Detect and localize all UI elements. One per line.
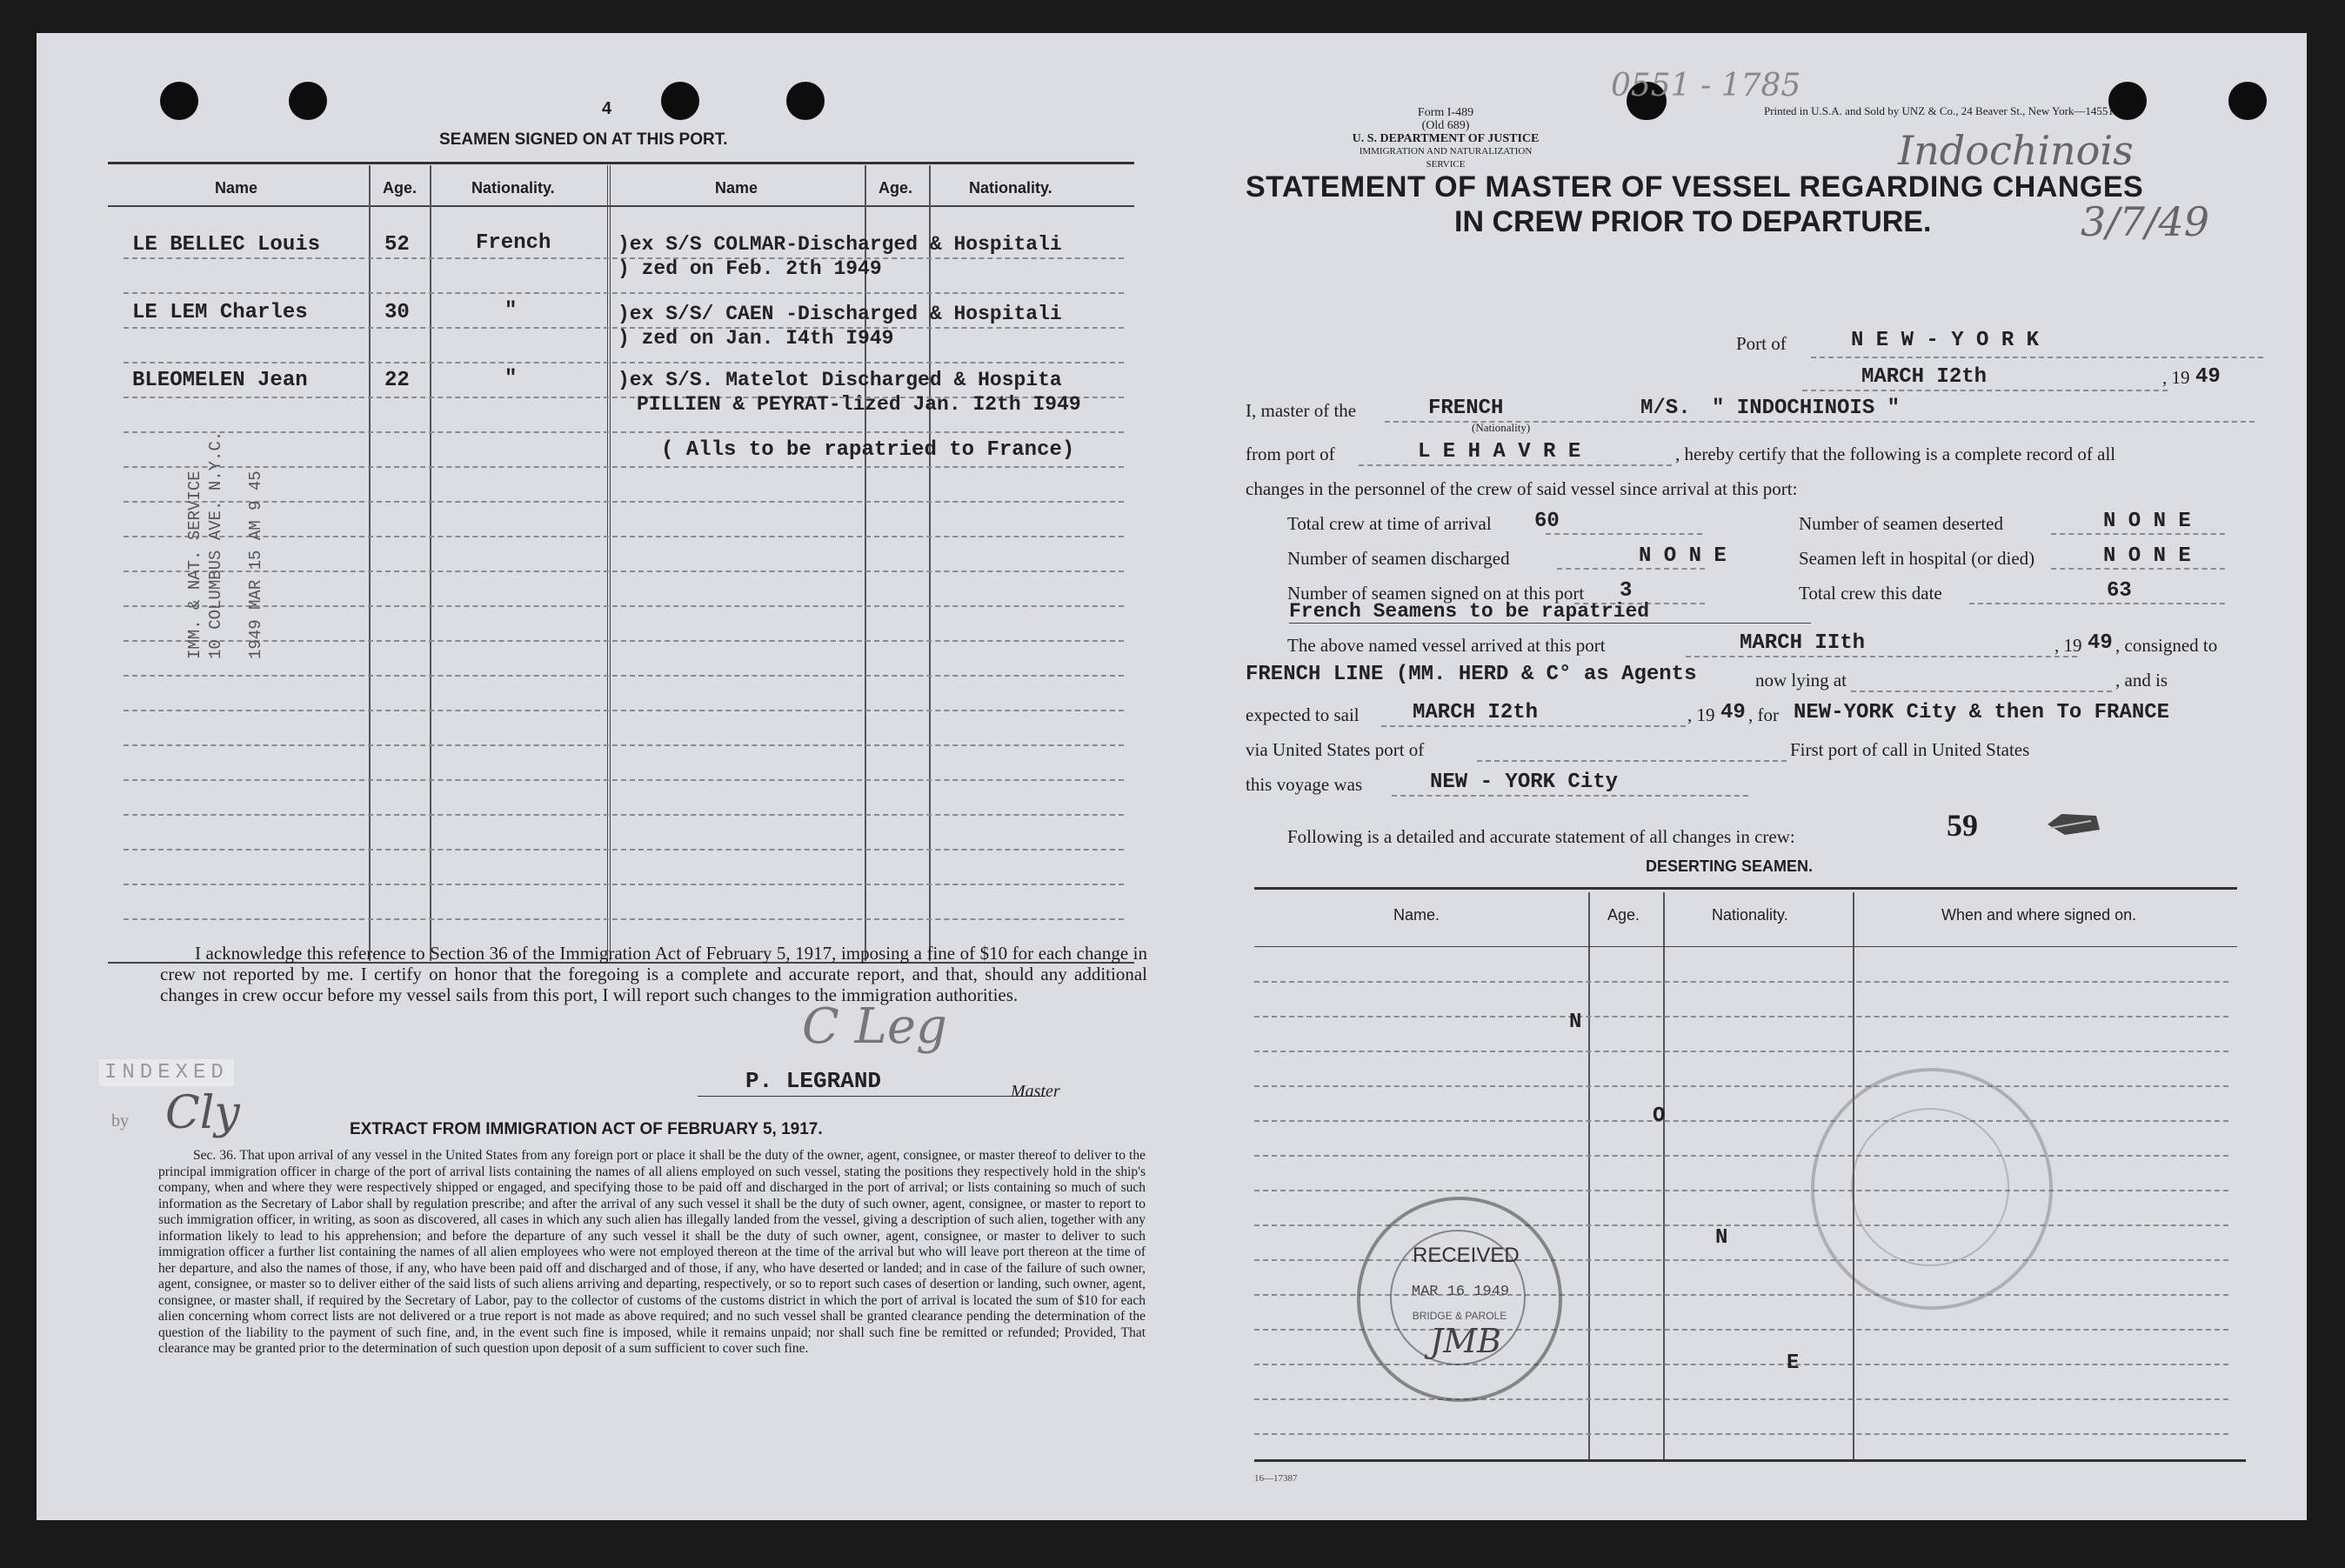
header-nationality: Nationality. (471, 179, 555, 197)
row-rule (124, 710, 1124, 711)
form-title-line-2: IN CREW PRIOR TO DEPARTURE. (1454, 205, 1932, 238)
voyage-label: this voyage was (1246, 774, 1363, 795)
column-divider (607, 165, 611, 961)
repatriate-note: ( Alls to be rapatried to France) (661, 438, 1075, 462)
deserting-header-signed-on: When and where signed on. (1941, 906, 2137, 924)
none-letter-n-2: N (1715, 1226, 1728, 1250)
deserting-header-rule (1254, 946, 2237, 947)
row1-note-2: ) zed on Feb. 2th 1949 (618, 257, 882, 280)
arrived-label: The above named vessel arrived at this port (1287, 635, 1606, 656)
for-value: NEW-YORK City & then To FRANCE (1794, 701, 2170, 724)
left-page (37, 33, 1176, 1520)
row1-nationality: French (476, 231, 551, 255)
form-header (1350, 106, 1541, 171)
punch-hole (289, 82, 327, 120)
master-label: Master (1011, 1082, 1060, 1101)
consigned-to-label: , consigned to (2115, 635, 2218, 656)
row1-name: LE BELLEC Louis (132, 233, 321, 257)
department: U. S. DEPARTMENT OF JUSTICE (1352, 132, 1540, 145)
file-number: 0551 - 1785 (1611, 68, 1801, 103)
year-prefix: , 19 (2162, 367, 2190, 388)
arrived-value: MARCH IIth (1740, 631, 1866, 655)
vessel-name: " INDOCHINOIS " (1712, 397, 1901, 420)
printer-credit: Printed in U.S.A. and Sold by UNZ & Co., 24 Beaver St., New York—14551 (1764, 104, 2114, 117)
section-36-text: Sec. 36. That upon arrival of any vessel in the United States from any foreign port or place it shall be the duty of the owner, agent, consignee, or master thereof to deliver to the principal immigration officer in charge of the port of arrival lists containing the names of all aliens employed on such vessel, stating the positions they respectively hold in the ship's company, when and where they were respectively shipped or engaged, and specifying those to be paid off and discharged in the port of arrival; or lists containing so much of such information as the Secretary of Labor shall by regulation prescribe; and after the arrival of any such vessel it shall be the duty of such owner, agent, consignee, or master to report to such immigration officer, in writing, as soon as discovered, all cases in which any such alien has illegally landed from the vessel, giving a description of such alien, together with any information likely to lead to his apprehension; and before the departure of any such vessel it shall be the duty of such owner, agent, consignee, or master to deliver to such immigration officer a further list containing the names of all alien employees who were not employed thereon at the time of the arrival but who will leave port thereon at the time of her departure, and also the names of those, if any, who have been paid off and discharged and of those, if any, who have deserted or landed; and in case of the failure of such owner, agent, consignee, or master so to deliver either of the said lists of such aliens arriving and departing, respectively, or so to report such cases of desertion or landing, such owner, agent, consignee, or master shall, if required by the Secretary of Labor, pay to the collector of customs of the customs district in which the port of arrival is located the sum of $10 for each alien concerning whom correct lists are not delivered or a true report is not made as above required; and no such vessel shall be granted clearance pending the determination of the question of the liability to the payment of such fine, and, in the event such fine is imposed, while it remains unpaid; nor shall such fine be remitted or refunded; Provided, That clearance may be granted prior to the determination of such question upon deposit of a sum sufficient to cover such fine. (158, 1148, 1146, 1356)
none-letter-e: E (1787, 1351, 1800, 1375)
first-port-label: First port of call in United States (1790, 739, 2030, 760)
row2-nationality: " (504, 299, 518, 323)
deserted-label: Number of seamen deserted (1799, 513, 2003, 534)
received-date: MAR 16 1949 (1411, 1284, 1510, 1300)
voyage-value: NEW - YORK City (1430, 771, 1619, 794)
field-rule (1385, 421, 2255, 423)
row-rule (124, 814, 1124, 816)
received-initials: JMB (1430, 1322, 1502, 1360)
row3-nationality: " (504, 367, 518, 390)
column-divider (929, 165, 931, 961)
arrived-year: 49 (2088, 631, 2113, 655)
row-rule (1254, 1085, 2228, 1087)
row3-age: 22 (384, 369, 410, 392)
field-rule (1381, 725, 1686, 727)
right-page (1176, 33, 2307, 1520)
column-divider (865, 165, 866, 961)
row2-note-1: )ex S/S/ CAEN -Discharged & Hospitali (618, 303, 1062, 325)
row-rule (1254, 1120, 2228, 1122)
total-crew-date-label: Total crew this date (1799, 583, 1942, 604)
row-rule (124, 640, 1124, 642)
row-rule (124, 849, 1124, 851)
from-port-label: from port of (1246, 444, 1335, 464)
column-divider (1588, 892, 1590, 1459)
clip-mark-icon (2044, 809, 2105, 838)
row-rule (124, 431, 1124, 433)
date-value: MARCH I2th (1861, 365, 1988, 389)
typed-note-underline (1289, 623, 1811, 624)
row-rule (124, 675, 1124, 677)
total-crew-date-value: 63 (2107, 579, 2132, 603)
row-rule (124, 536, 1124, 537)
field-rule (1969, 603, 2225, 604)
header-age: Age. (383, 179, 418, 197)
side-stamp-line: IMM. & NAT. SERVICE (185, 470, 204, 659)
and-is-label: , and is (2115, 670, 2168, 691)
received-office: BRIDGE & PAROLE (1412, 1310, 1507, 1322)
arrived-year-prefix: , 19 (2054, 635, 2082, 656)
side-stamp-line: 10 COLUMBUS AVE. N.Y.C. (206, 430, 225, 659)
port-label: Port of (1736, 333, 1787, 354)
punch-hole (661, 82, 699, 120)
deserted-value: N O N E (2103, 510, 2191, 533)
deserting-table-bottom (1254, 1459, 2246, 1462)
signed-on-label: Number of seamen signed on at this port (1287, 583, 1585, 604)
row-rule (124, 918, 1124, 920)
field-rule (1686, 656, 2077, 657)
acknowledgement-text: I acknowledge this reference to Section 36 of the Immigration Act of February 5, 1917, imposing a fine of $10 for each change in crew not reported by me. I certify on honor that the foregoing is a complete and accurate report, and that, should any additional changes in crew occur before my vessel sails from this port, I will report such changes to the immigration authorities. (160, 943, 1147, 1005)
field-rule (2051, 568, 2225, 570)
header-name: Name (215, 179, 258, 197)
deserting-table-top (1254, 887, 2237, 890)
table-header-rule (108, 205, 1134, 207)
field-rule (2051, 533, 2225, 535)
deserting-header-age: Age. (1607, 906, 1640, 924)
row-rule (1254, 1190, 2228, 1191)
row-rule (1254, 1051, 2228, 1052)
row2-age: 30 (384, 301, 410, 324)
row-rule (124, 362, 1124, 364)
row3-note-2: PILLIEN & PEYRAT-lized Jan. I2th I949 (637, 393, 1081, 416)
expected-year-prefix: , 19 (1687, 704, 1715, 725)
master-signature: C Leg (802, 998, 947, 1055)
row2-name: LE LEM Charles (132, 301, 308, 324)
changes-count: 59 (1947, 808, 1978, 843)
row-rule (124, 292, 1124, 294)
hospital-label: Seamen left in hospital (or died) (1799, 548, 2035, 569)
column-divider (369, 165, 371, 961)
none-letter-o: O (1653, 1104, 1666, 1128)
nationality-caption: (Nationality) (1472, 421, 1531, 434)
row3-name: BLEOMELEN Jean (132, 369, 308, 392)
form-number: Form I-489 (1417, 106, 1474, 119)
signed-on-value: 3 (1620, 579, 1633, 603)
row-rule (1254, 1433, 2228, 1435)
indexed-stamp: INDEXED (99, 1059, 234, 1086)
field-rule (1359, 464, 1672, 466)
master-of-the-label: I, master of the (1246, 400, 1357, 421)
row-rule (1254, 1155, 2228, 1157)
side-stamp-date: 1949 MAR 15 AM 9 45 (246, 470, 265, 659)
total-crew-arrival-value: 60 (1534, 510, 1560, 533)
signature-line (698, 1096, 1046, 1097)
deserting-title: DESERTING SEAMEN. (1646, 857, 1814, 875)
punch-hole (160, 82, 198, 120)
punch-hole (786, 82, 825, 120)
following-text: Following is a detailed and accurate statement of all changes in crew: (1287, 826, 1795, 847)
clip-mark (2044, 809, 2105, 838)
row2-note-2: ) zed on Jan. I4th I949 (618, 327, 894, 350)
field-rule (1477, 760, 1787, 762)
changes-text: changes in the personnel of the crew of said vessel since arrival at this port: (1246, 478, 1798, 499)
table-top-rule (108, 162, 1134, 164)
faint-clock-stamp (1811, 1068, 2053, 1310)
signer-name: P. LEGRAND (745, 1068, 882, 1094)
hospital-value: N O N E (2103, 544, 2191, 568)
expected-year: 49 (1720, 701, 1746, 724)
via-label: via United States port of (1246, 739, 1425, 760)
expected-value: MARCH I2th (1413, 701, 1539, 724)
row1-note-1: )ex S/S COLMAR-Discharged & Hospitali (618, 233, 1062, 256)
none-letter-n: N (1569, 1011, 1582, 1034)
indexed-initials: Cly (165, 1087, 240, 1139)
field-rule (1557, 568, 1705, 570)
row-rule (1254, 981, 2228, 983)
field-rule (1811, 357, 2263, 358)
row-rule (124, 466, 1124, 468)
handwritten-ship-name: Indochinois (1898, 127, 2134, 174)
header-nationality-2: Nationality. (969, 179, 1052, 197)
row-rule (1254, 1016, 2228, 1018)
deserting-header-nationality: Nationality. (1712, 906, 1788, 924)
certify-text: , hereby certify that the following is a complete record of all (1675, 444, 2116, 464)
discharged-label: Number of seamen discharged (1287, 548, 1510, 569)
for-label: , for (1748, 704, 1779, 725)
row-rule (124, 501, 1124, 503)
service: IMMIGRATION AND NATURALIZATION SERVICE (1359, 146, 1533, 170)
field-rule (1802, 390, 2168, 391)
row3-note-1: )ex S/S. Matelot Discharged & Hospita (618, 369, 1062, 391)
deserting-header-name: Name. (1393, 906, 1440, 924)
expected-label: expected to sail (1246, 704, 1360, 725)
typed-note: French Seamens to be rapatried (1289, 600, 1650, 623)
indexed-by-label: by (111, 1111, 129, 1131)
row-rule (124, 884, 1124, 885)
field-rule (1392, 795, 1748, 797)
section-title: SEAMEN SIGNED ON AT THIS PORT. (439, 130, 728, 149)
nationality-value: FRENCH (1428, 397, 1504, 420)
form-old-number: (Old 689) (1421, 119, 1470, 132)
year-value: 49 (2195, 365, 2221, 389)
ms-label: M/S. (1640, 397, 1691, 420)
punch-hole (2108, 82, 2147, 120)
row-rule (124, 744, 1124, 746)
field-rule (1546, 533, 1702, 535)
row-rule (124, 779, 1124, 781)
header-age-2: Age. (879, 179, 913, 197)
extract-title: EXTRACT FROM IMMIGRATION ACT OF FEBRUARY 5, 1917. (350, 1120, 823, 1138)
row-rule (1254, 1398, 2228, 1400)
arrival-side-stamp (184, 431, 266, 659)
row1-age: 52 (384, 233, 410, 257)
total-crew-arrival-label: Total crew at time of arrival (1287, 513, 1492, 534)
column-divider (430, 165, 431, 961)
agent-value: FRENCH LINE (MM. HERD & C° as Agents (1246, 663, 1697, 686)
row-rule (124, 570, 1124, 572)
received-label: RECEIVED (1413, 1244, 1520, 1267)
page-number: 4 (602, 99, 612, 118)
column-divider (1663, 892, 1665, 1459)
form-title-line-1: STATEMENT OF MASTER OF VESSEL REGARDING CHANGES (1246, 170, 2144, 204)
port-value: N E W - Y O R K (1851, 329, 2040, 352)
footer-code: 16—17387 (1254, 1473, 1298, 1484)
handwritten-date: 3/7/49 (2081, 198, 2210, 245)
header-name-2: Name (715, 179, 758, 197)
discharged-value: N O N E (1639, 544, 1727, 568)
now-lying-label: now lying at (1755, 670, 1847, 691)
received-stamp (1357, 1197, 1562, 1402)
from-port-value: L E H A V R E (1418, 440, 1581, 464)
punch-hole (2228, 82, 2267, 120)
field-rule (1851, 691, 2112, 692)
row-rule (124, 605, 1124, 607)
faint-clock-stamp-inner (1851, 1108, 2009, 1266)
